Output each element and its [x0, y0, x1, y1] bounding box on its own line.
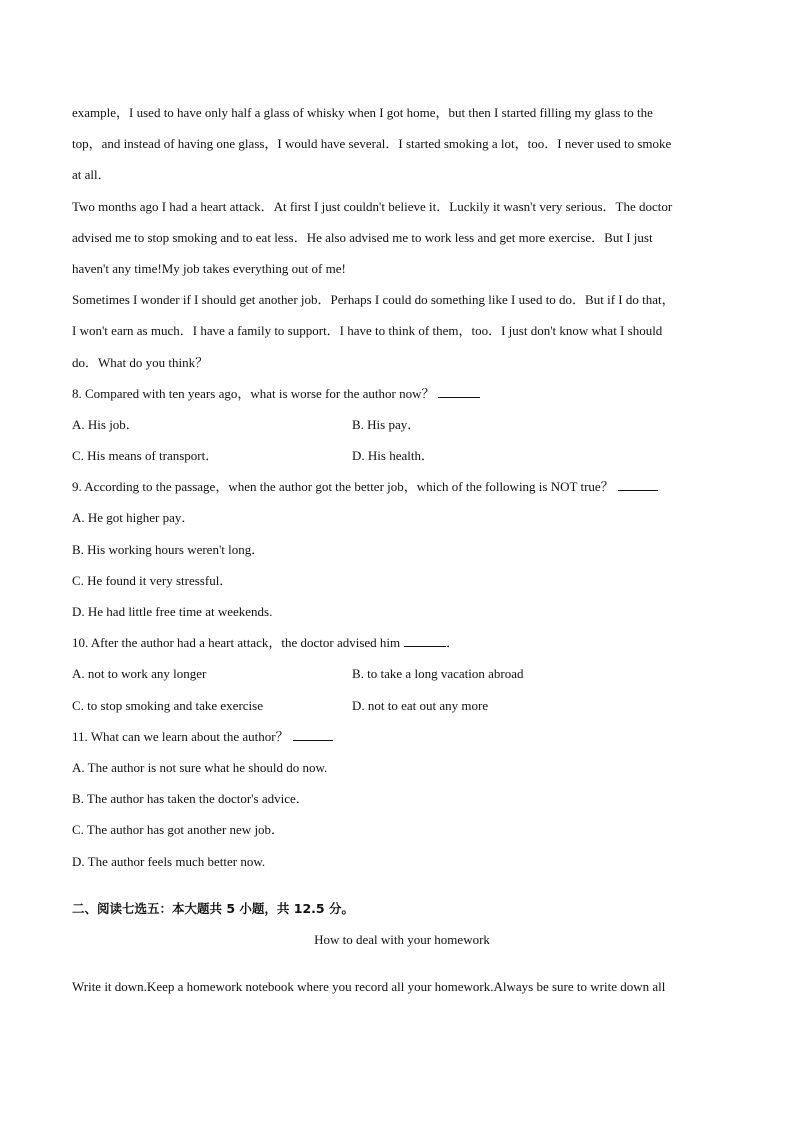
question-stem-text: 11. What can we learn about the author？ — [72, 728, 289, 744]
answer-blank — [438, 385, 480, 398]
option-a: A. not to work any longer — [72, 666, 207, 682]
passage-line: I won't earn as much．I have a family to support．I have to think of them，too．I just don't know what I should — [72, 323, 663, 339]
question-11 — [72, 721, 732, 877]
passage-line: advised me to stop smoking and to eat less．He also advised me to work less and get more exercise．But I just — [72, 229, 653, 245]
question-stem-end: ． — [446, 635, 460, 651]
passage-line: Write it down.Keep a homework notebook where you record all your homework.Always be sure to write down all — [72, 979, 666, 995]
question-stem-text: 8. Compared with ten years ago，what is worse for the author now？ — [72, 385, 435, 401]
option-a: A. He got higher pay． — [72, 510, 195, 526]
passage-line: top，and instead of having one glass，I would have several．I started smoking a lot，too．I never used to smoke — [72, 136, 672, 152]
passage-line: at all． — [72, 167, 111, 183]
question-stem — [72, 627, 732, 658]
spacer — [72, 955, 732, 971]
document-page — [72, 97, 732, 1002]
question-stem — [72, 378, 732, 409]
question-9 — [72, 471, 732, 627]
option-row — [72, 409, 732, 440]
option-c: C. to stop smoking and take exercise — [72, 697, 263, 713]
passage-line: haven't any time!My job takes everything out of me! — [72, 260, 346, 276]
section-heading: 二、阅读七选五：本大题共 5 小题，共 12.5 分。 — [72, 900, 354, 916]
option-a: A. The author is not sure what he should do now. — [72, 759, 328, 775]
option-c: C. His means of transport． — [72, 448, 219, 464]
answer-blank — [618, 478, 658, 491]
option-b: B. His pay． — [352, 416, 421, 432]
passage-line: Sometimes I wonder if I should get another job．Perhaps I could do something like I used to do．But if I do that， — [72, 292, 675, 308]
question-stem-text: 9. According to the passage，when the author got the better job，which of the following is NOT true？ — [72, 479, 614, 495]
passage-line: Two months ago I had a heart attack．At first I just couldn't believe it．Luckily it wasn't very serious．The doctor — [72, 198, 673, 214]
option-row — [72, 690, 732, 721]
reading-passage — [72, 97, 732, 378]
option-row — [72, 658, 732, 689]
passage-line: do．What do you think？ — [72, 354, 209, 370]
question-stem — [72, 721, 732, 752]
answer-blank — [293, 728, 333, 741]
question-stem — [72, 471, 732, 502]
answer-blank — [404, 634, 446, 647]
question-stem-text: 10. After the author had a heart attack，the doctor advised him — [72, 635, 401, 651]
passage-line: example，I used to have only half a glass of whisky when I got home，but then I started filling my glass to the — [72, 105, 653, 120]
section-2 — [72, 893, 732, 1003]
option-b: B. to take a long vacation abroad — [352, 666, 524, 682]
question-8 — [72, 378, 732, 472]
spacer — [72, 877, 732, 893]
option-d: D. The author feels much better now. — [72, 853, 266, 869]
option-d: D. He had little free time at weekends. — [72, 604, 273, 619]
option-b: B. His working hours weren't long． — [72, 541, 265, 557]
option-b: B. The author has taken the doctor's advice． — [72, 791, 309, 807]
option-a: A. His job． — [72, 416, 139, 432]
passage-title: How to deal with your homework — [314, 931, 490, 947]
option-row — [72, 440, 732, 471]
question-10 — [72, 627, 732, 721]
option-d: D. not to eat out any more — [352, 697, 489, 713]
option-c: C. He found it very stressful． — [72, 572, 233, 588]
option-d: D. His health． — [352, 448, 434, 464]
option-c: C. The author has got another new job． — [72, 822, 285, 838]
